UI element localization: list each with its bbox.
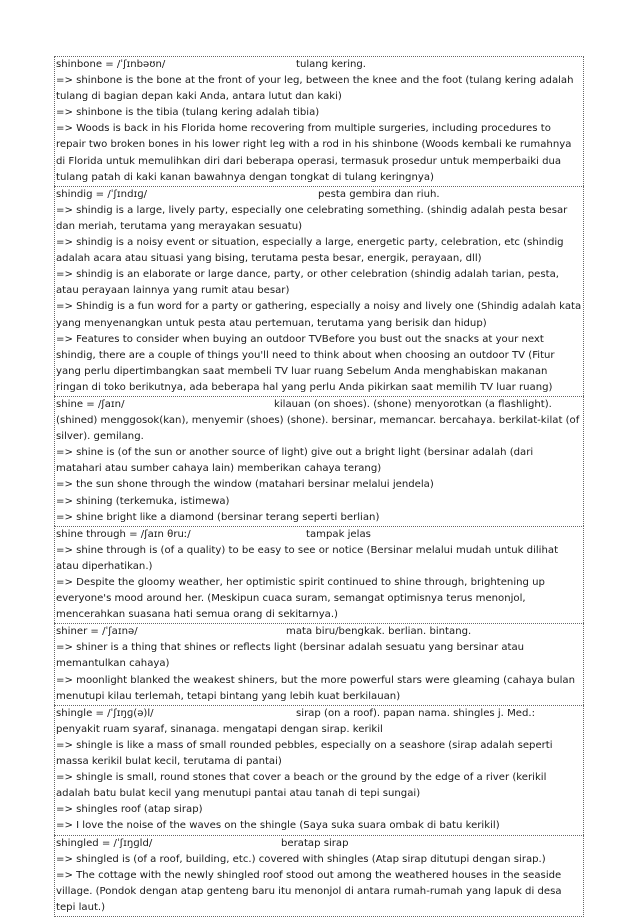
entry-line: => shingle is like a mass of small rounded pebbles, especially on a seashore (sirap adalah seperti massa kerikil bulat kecil, terutama di pantai) xyxy=(56,739,553,768)
headword: shinbone = /ˈʃɪnbəʊn/ xyxy=(56,59,166,70)
entry-header xyxy=(56,187,582,203)
entry-line: => I love the noise of the waves on the shingle (Saya suka suara ombak di batu kerikil) xyxy=(56,820,500,832)
dictionary-entry xyxy=(54,623,584,704)
dictionary-entry xyxy=(54,705,584,835)
entry-line: => The cottage with the newly shingled roof stood out among the weathered houses in the seaside village. (Pondok dengan atap genteng baru itu menonjol di antara rumah-rumah yang lapuk di desa tepi laut.) xyxy=(56,869,562,913)
entry-line: => shinbone is the tibia (tulang kering adalah tibia) xyxy=(56,107,320,119)
entry-line: => shine bright like a diamond (bersinar terang seperti berlian) xyxy=(56,511,380,523)
headword: shine through = /ʃaɪn θruː/ xyxy=(56,528,191,540)
entry-line: => Woods is back in his Florida home recovering from multiple surgeries, including procedures to repair two broken bones in his lower right leg with a rod in his shinbone (Woods kembali ke rumahnya di Florida untuk memulihkan diri dari beberapa operasi, termasuk prosedur untuk memperbaiki dua tulang patah di kaki kanan bawahnya dengan tongkat di tulang keringnya) xyxy=(56,123,572,183)
entry-line: => shindig is a large, lively party, especially one celebrating something. (shindig adalah pesta besar dan meriah, terutama yang merayakan sesuatu) xyxy=(56,204,568,232)
meaning: mata biru/bengkak. berlian. bintang. xyxy=(286,626,472,638)
entry-line: => moonlight blanked the weakest shiners, but the more powerful stars were gleaming (cahaya bulan menutupi kilau terlemah, tetapi bintang yang lebih kuat berkilauan) xyxy=(56,674,575,702)
headword: shiner = /ˈʃaɪnə/ xyxy=(56,626,138,638)
meaning: tulang kering. xyxy=(296,59,367,70)
meaning: tampak jelas xyxy=(306,528,371,540)
entry-header xyxy=(56,397,582,445)
dictionary-entry xyxy=(54,396,584,526)
dictionary-entry xyxy=(54,835,584,917)
dictionary-entry xyxy=(54,526,584,624)
dictionary-entry xyxy=(54,186,584,396)
meaning: beratap sirap xyxy=(281,837,349,849)
headword: shine = /ʃaɪn/ xyxy=(56,398,125,410)
entry-line: => Shindig is a fun word for a party or gathering, especially a noisy and lively one (Shindig adalah kata yang menyenangkan untuk pesta atau pertemuan, terutama yang berisik dan hidup) xyxy=(56,301,582,329)
entry-line: => shindig is a noisy event or situation, especially a large, energetic party, celebration, etc (shindig adalah acara atau situasi yang bising, terutama pesta besar, energik, perayaan, dll) xyxy=(56,237,564,265)
entry-header xyxy=(56,624,582,640)
entry-header xyxy=(56,836,582,852)
entry-header xyxy=(56,706,582,738)
meaning: sirap (on a roof). papan nama. shingles j. Med.: penyakit ruam syaraf, sinanaga. mengatapi dengan sirap. kerikil xyxy=(56,707,536,735)
entry-line: => Features to consider when buying an outdoor TVBefore you bust out the snacks at your next shindig, there are a couple of things you'll need to think about when choosing an outdoor TV (Fitur yang perlu dipertimbangkan saat membeli TV luar ruang Sebelum Anda menghabiskan makanan ringan di toko berikutnya, ada beberapa hal yang perlu Anda pikirkan saat memilih TV luar ruang) xyxy=(56,333,555,393)
entry-line: => shingle is small, round stones that cover a beach or the ground by the edge of a river (kerikil adalah batu bulat kecil yang menutupi pantai atau tanah di tepi sungai) xyxy=(56,772,547,800)
entry-line: => shinbone is the bone at the front of your leg, between the knee and the foot (tulang kering adalah tulang di bagian depan kaki Anda, antara lutut dan kaki) xyxy=(56,75,574,103)
dictionary-table xyxy=(54,56,584,917)
entry-line: => the sun shone through the window (matahari bersinar melalui jendela) xyxy=(56,479,434,491)
headword: shingled = /ˈʃɪŋɡld/ xyxy=(56,837,153,849)
entry-line: => shindig is an elaborate or large dance, party, or other celebration (shindig adalah tarian, pesta, atau perayaan lainnya yang rumit atau besar) xyxy=(56,269,559,297)
dictionary-entry xyxy=(54,56,584,186)
meaning: kilauan (on shoes). (shone) menyorotkan (a flashlight). (shined) menggosok(kan), menyemir (shoes) (shone). bersinar, memancar. bercahaya. berkilat-kilat (of silver). gemilang. xyxy=(56,398,580,443)
headword: shindig = /ˈʃɪndɪɡ/ xyxy=(56,188,148,200)
entry-line: => shine is (of the sun or another source of light) give out a bright light (bersinar adalah (dari matahari atau sumber cahaya lain) memberikan cahaya terang) xyxy=(56,447,534,475)
entry-line: => shining (terkemuka, istimewa) xyxy=(56,495,230,507)
entry-line: => shingled is (of a roof, building, etc.) covered with shingles (Atap sirap ditutupi dengan sirap.) xyxy=(56,853,546,865)
entry-header xyxy=(56,527,582,543)
entry-line: => shingles roof (atap sirap) xyxy=(56,804,203,816)
entry-line: => Despite the gloomy weather, her optimistic spirit continued to shine through, brightening up everyone's mood around her. (Meskipun cuaca suram, semangat optimisnya terus menonjol, mencerahkan suasana hati semua orang di sekitarnya.) xyxy=(56,577,545,621)
entry-line: => shine through is (of a quality) to be easy to see or notice (Bersinar melalui mudah untuk dilihat atau diperhatikan.) xyxy=(56,544,559,572)
entry-line: => shiner is a thing that shines or reflects light (bersinar adalah sesuatu yang bersinar atau memantulkan cahaya) xyxy=(56,642,525,670)
headword: shingle = /ˈʃɪŋɡ(ə)l/ xyxy=(56,707,154,719)
meaning: pesta gembira dan riuh. xyxy=(318,188,440,200)
entry-header xyxy=(56,57,582,73)
